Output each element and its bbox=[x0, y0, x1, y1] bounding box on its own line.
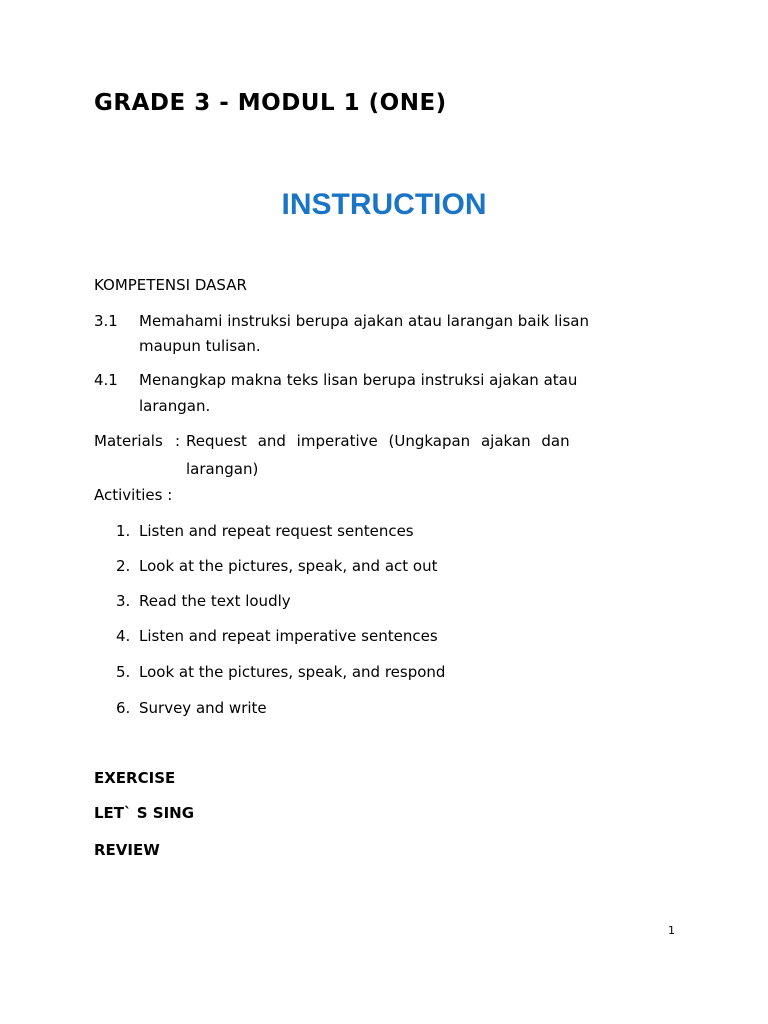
activities-label: Activities : bbox=[94, 486, 173, 504]
section-heading: INSTRUCTION bbox=[281, 188, 487, 221]
page-number: 1 bbox=[668, 924, 675, 937]
activity-text: Look at the pictures, speak, and respond bbox=[139, 663, 446, 681]
activity-number: 2. bbox=[116, 557, 131, 575]
exercise-heading: EXERCISE bbox=[94, 769, 176, 787]
materials-text-line: Request and imperative (Ungkapan ajakan dan bbox=[186, 432, 570, 450]
materials-text-line: larangan) bbox=[186, 460, 259, 478]
activity-text: Look at the pictures, speak, and act out bbox=[139, 557, 438, 575]
materials-colon: : bbox=[175, 432, 181, 450]
activity-number: 3. bbox=[116, 592, 131, 610]
competency-number: 3.1 bbox=[94, 312, 118, 330]
competency-text-line: larangan. bbox=[139, 397, 211, 415]
activity-number: 6. bbox=[116, 699, 131, 717]
lets-sing-heading: LET` S SING bbox=[94, 804, 195, 822]
activity-text: Read the text loudly bbox=[139, 592, 291, 610]
competency-number: 4.1 bbox=[94, 371, 118, 389]
review-heading: REVIEW bbox=[94, 841, 160, 859]
competency-text-line: Memahami instruksi berupa ajakan atau larangan baik lisan bbox=[139, 312, 589, 330]
activity-number: 1. bbox=[116, 522, 131, 540]
activity-text: Listen and repeat imperative sentences bbox=[139, 627, 438, 645]
activity-number: 5. bbox=[116, 663, 131, 681]
materials-label: Materials bbox=[94, 432, 163, 450]
activity-text: Survey and write bbox=[139, 699, 267, 717]
document-title: GRADE 3 - MODUL 1 (ONE) bbox=[94, 90, 447, 116]
activity-text: Listen and repeat request sentences bbox=[139, 522, 414, 540]
competency-label: KOMPETENSI DASAR bbox=[94, 276, 247, 294]
competency-text-line: maupun tulisan. bbox=[139, 337, 261, 355]
competency-text-line: Menangkap makna teks lisan berupa instruksi ajakan atau bbox=[139, 371, 578, 389]
activity-number: 4. bbox=[116, 627, 131, 645]
